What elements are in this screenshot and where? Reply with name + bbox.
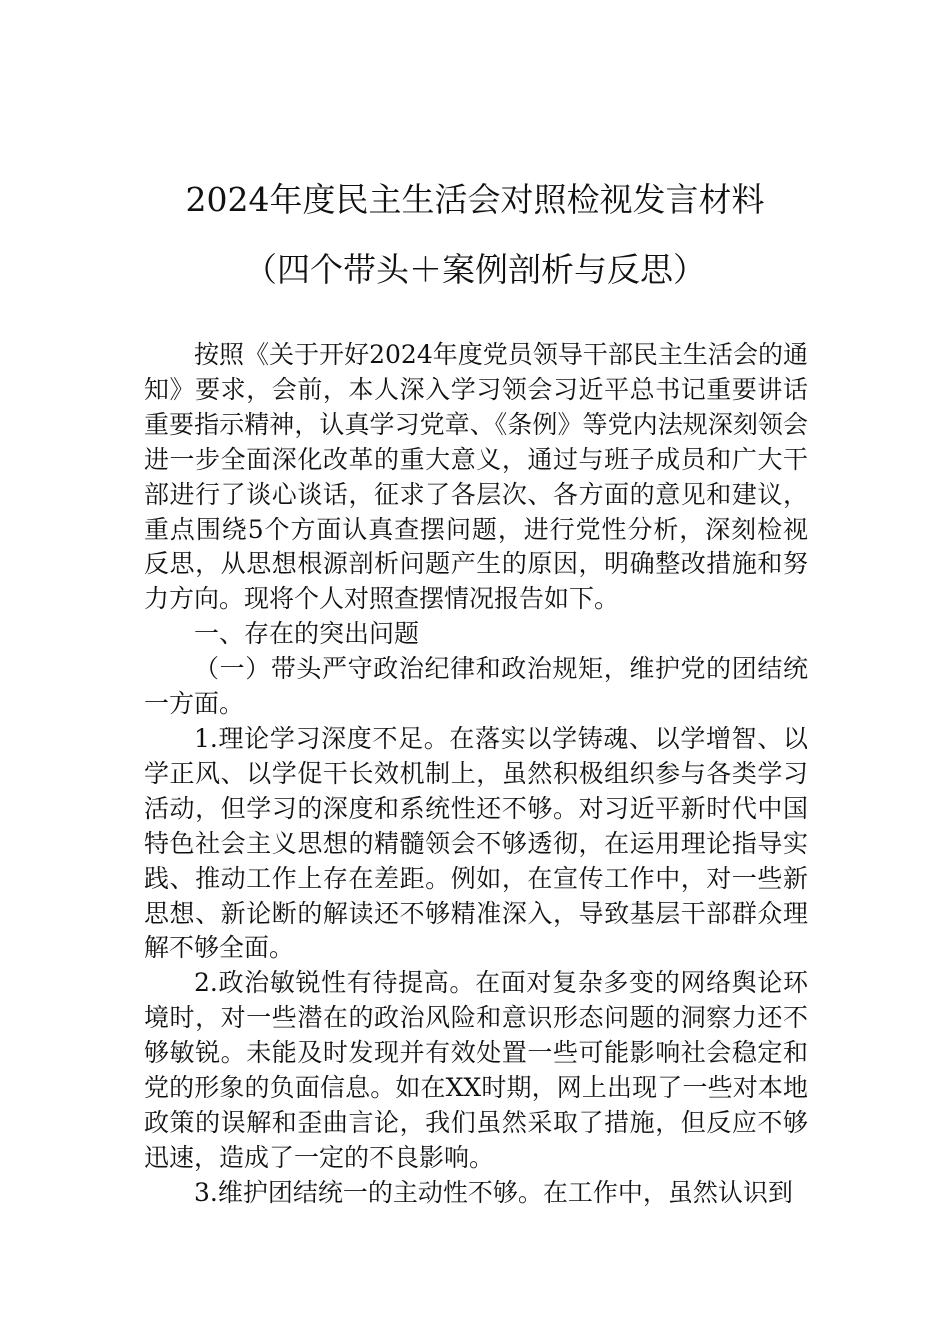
subsection-heading: （一）带头严守政治纪律和政治规矩，维护党的团结统一方面。 [144, 654, 808, 719]
body-paragraph: 2.政治敏锐性有待提高。在面对复杂多变的网络舆论环境时，对一些潜在的政治风险和意识形态问题的洞察力还不够敏锐。未能及时发现并有效处置一些可能影响社会稳定和党的形象的负面信息。如在XX时期，网上出现了一些对本地政策的误解和歪曲言论，我们虽然采取了措施，但反应不够迅速，造成了一定的不良影响。 [144, 968, 808, 1172]
intro-paragraph: 按照《关于开好2024年度党员领导干部民主生活会的通知》要求，会前，本人深入学习领会习近平总书记重要讲话重要指示精神，认真学习党章、《条例》等党内法规深刻领会进一步全面深化改革的重大意义，通过与班子成员和广大干部进行了谈心谈话，征求了各层次、各方面的意见和建议，重点围绕5个方面认真查摆问题，进行党性分析，深刻检视反思，从思想根源剖析问题产生的原因，明确整改措施和努力方向。现将个人对照查摆情况报告如下。 [144, 340, 808, 614]
document-title: 2024年度民主生活会对照检视发言材料 [185, 180, 765, 219]
body-paragraph: 1.理论学习深度不足。在落实以学铸魂、以学增智、以学正风、以学促干长效机制上，虽然积极组织参与各类学习活动，但学习的深度和系统性还不够。对习近平新时代中国特色社会主义思想的精髓领会不够透彻，在运用理论指导实践、推动工作上存在差距。例如，在宣传工作中，对一些新思想、新论断的解读还不够精准深入，导致基层干部群众理解不够全面。 [144, 723, 808, 963]
document-body [144, 338, 808, 1211]
section-heading: 一、存在的突出问题 [194, 619, 420, 649]
document-subtitle: （四个带头＋案例剖析与反思） [244, 250, 706, 289]
body-paragraph: 3.维护团结统一的主动性不够。在工作中，虽然认识到 [194, 1177, 793, 1207]
